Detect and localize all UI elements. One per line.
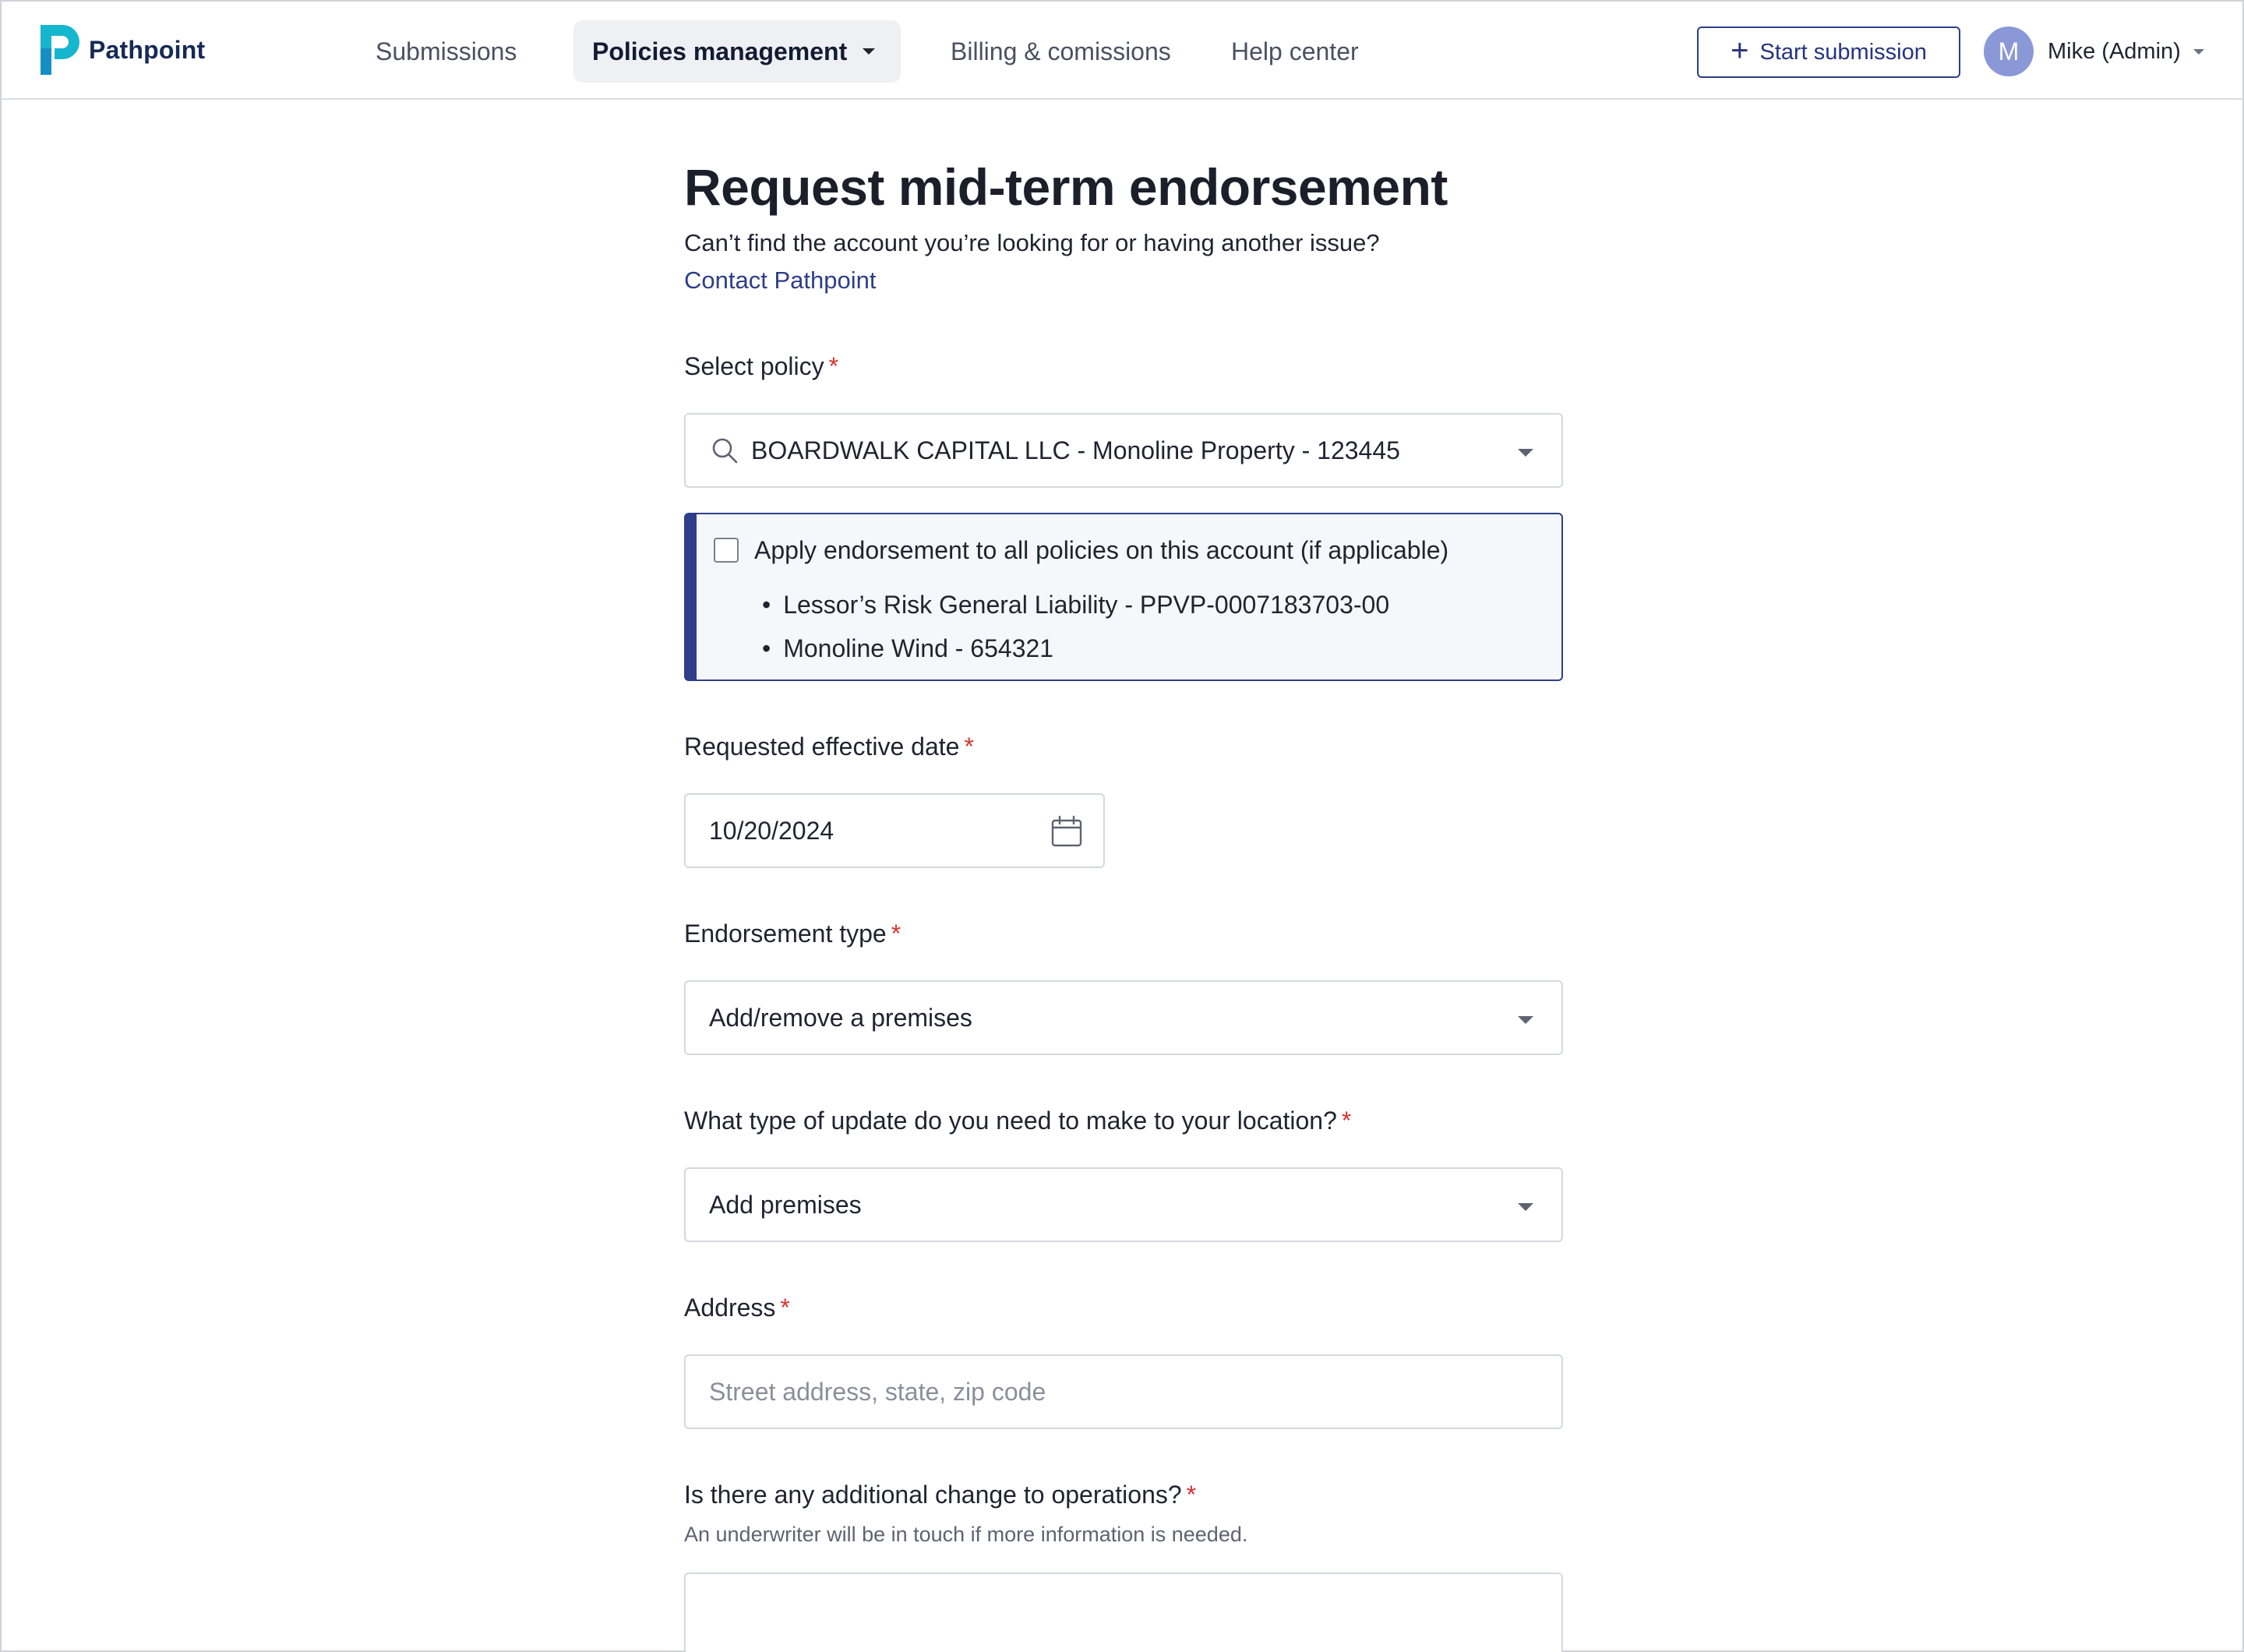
- caret-down-icon: [1518, 1203, 1533, 1211]
- required-marker: *: [964, 732, 974, 761]
- apply-all-policies-panel: [684, 513, 1563, 681]
- required-marker: *: [828, 352, 839, 380]
- policy-select-value: BOARDWALK CAPITAL LLC - Monoline Property - 123445: [751, 436, 1400, 464]
- nav-billing-label: Billing & comissions: [951, 37, 1171, 65]
- plus-icon: +: [1731, 34, 1749, 68]
- select-policy-label-text: Select policy: [684, 352, 824, 380]
- pathpoint-logo-icon: [41, 25, 79, 75]
- caret-down-icon: [1518, 449, 1533, 457]
- nav-help-center[interactable]: [1212, 20, 1378, 83]
- apply-all-checkbox[interactable]: [714, 538, 739, 563]
- page-title: Request mid-term endorsement: [684, 158, 1448, 216]
- caret-down-icon: [1518, 1016, 1533, 1024]
- required-marker: *: [780, 1294, 790, 1322]
- start-submission-button[interactable]: [1697, 26, 1960, 78]
- list-item: • Lessor’s Risk General Liability - PPVP-0007183703-00: [762, 583, 1389, 627]
- operations-change-label: [684, 1481, 1196, 1509]
- user-name: Mike (Admin): [2048, 38, 2181, 64]
- operations-change-label-text: Is there any additional change to operations?: [684, 1481, 1182, 1509]
- search-icon: [711, 436, 739, 464]
- calendar-icon[interactable]: [1050, 815, 1083, 848]
- operations-help-text: An underwriter will be in touch if more information is needed.: [684, 1523, 1248, 1546]
- nav-billing-commissions[interactable]: [932, 20, 1190, 83]
- endorsement-type-select[interactable]: [684, 980, 1563, 1055]
- endorsement-type-value: Add/remove a premises: [709, 1003, 972, 1032]
- user-menu[interactable]: [1984, 26, 2204, 76]
- address-label-text: Address: [684, 1294, 776, 1322]
- list-item: • Monoline Wind - 654321: [762, 627, 1389, 670]
- operations-change-textarea[interactable]: [684, 1573, 1563, 1652]
- nav-policies-management[interactable]: [573, 20, 901, 83]
- nav-submissions-label: Submissions: [376, 37, 517, 65]
- update-type-value: Add premises: [709, 1190, 862, 1219]
- nav-policies-management-label: Policies management: [592, 37, 848, 65]
- effective-date-label: [684, 732, 974, 761]
- avatar: M: [1984, 26, 2034, 76]
- chevron-down-icon: [2193, 49, 2204, 55]
- required-marker: *: [891, 920, 901, 948]
- page-subtitle: Can’t find the account you’re looking for or having another issue?: [684, 229, 1380, 256]
- update-type-label-text: What type of update do you need to make to your location?: [684, 1107, 1337, 1135]
- required-marker: *: [1341, 1107, 1352, 1135]
- nav-submissions[interactable]: [357, 20, 535, 83]
- nav-help-center-label: Help center: [1231, 37, 1359, 65]
- chevron-down-icon: [863, 48, 875, 55]
- top-navigation: [2, 2, 2242, 100]
- address-label: [684, 1294, 790, 1322]
- policy-search-select[interactable]: [684, 413, 1563, 488]
- update-type-select[interactable]: [684, 1167, 1563, 1242]
- apply-all-label[interactable]: Apply endorsement to all policies on this account (if applicable): [754, 536, 1449, 564]
- select-policy-label: [684, 352, 838, 381]
- update-type-label: [684, 1107, 1351, 1135]
- address-input[interactable]: [684, 1354, 1563, 1429]
- required-marker: *: [1186, 1481, 1197, 1509]
- brand-name: Pathpoint: [89, 35, 206, 64]
- contact-pathpoint-link[interactable]: Contact Pathpoint: [684, 267, 877, 294]
- account-policy-list: [762, 583, 1389, 670]
- effective-date-input[interactable]: [684, 793, 1105, 868]
- effective-date-value: 10/20/2024: [709, 816, 834, 845]
- pathpoint-logo[interactable]: [41, 25, 205, 75]
- address-placeholder: Street address, state, zip code: [709, 1377, 1046, 1406]
- effective-date-label-text: Requested effective date: [684, 732, 960, 761]
- start-submission-label: Start submission: [1759, 39, 1927, 65]
- endorsement-type-label-text: Endorsement type: [684, 920, 887, 948]
- endorsement-type-label: [684, 920, 901, 948]
